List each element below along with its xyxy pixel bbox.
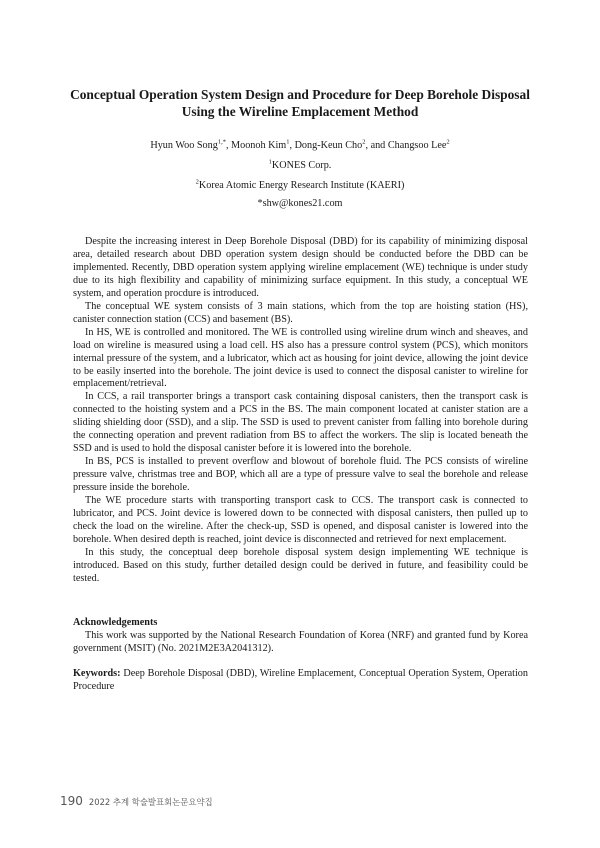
corresponding-email: *shw@kones21.com [257, 198, 343, 209]
author-name: Dong-Keun Cho [294, 140, 363, 151]
abstract-paragraph: In BS, PCS is installed to prevent overflow and blowout of borehole fluid. The PCS consists of wireline pressure valve, christmas tree and BOP, which all are a type of pressure valve to seal the borehole and release pressure inside the borehole. [73, 456, 528, 494]
page-footer [60, 790, 213, 809]
abstract-paragraph: In HS, WE is controlled and monitored. The WE is controlled using wireline drum winch and sheaves, and load on wireline is measured using a load cell. HS also has a pressure control system (PCS), which monitors internal pressure of the system, and a lubricator, which act as housing for joint device, allowing the joint device to be easily inserted into the borehole. The joint device is used to connect the disposal canister to wireline for emplacement/retrieval. [73, 326, 528, 390]
author-affiliation-mark: 1,* [217, 138, 226, 146]
keywords-section [73, 667, 528, 694]
title-line-1: Conceptual Operation System Design and Procedure for Deep Borehole Disposal [70, 87, 530, 102]
abstract-paragraph: Despite the increasing interest in Deep Borehole Disposal (DBD) for its capability of minimizing disposal area, detailed research about DBD operation system design should be conducted before the DBD can be implemented. Recently, DBD operation system applying wireline emplacement (WE) technique is under study due to its high flexibility and capability of minimizing surface equipment. In this study, a conceptual WE system, and operation procdure is introduced. [73, 236, 528, 299]
keywords-text: Deep Borehole Disposal (DBD), Wireline Emplacement, Conceptual Operation System, Operation Procedure [73, 668, 528, 693]
acknowledgements-body: This work was supported by the National Research Foundation of Korea (NRF) and granted fund by Korea government (MSIT) (No. 2021M2E3A2041312). [73, 630, 528, 654]
affiliation-1 [40, 160, 560, 171]
author-affiliation-mark: 2 [446, 138, 450, 146]
abstract-paragraph: The WE procedure starts with transporting transport cask to CCS. The transport cask is connected to lubricator, and PCS. Joint device is lowered down to be connected with disposal canisters, then pulled up to check the load on the wireline. After the check-up, SSD is opened, and disposal canister is lowered into the borehole. When desired depth is reached, joint device is disconnected and retrieved for next emplacement. [73, 495, 528, 545]
author-name: Moonoh Kim [231, 140, 287, 151]
author-affiliation-mark: 1 [286, 138, 290, 146]
author-name: Hyun Woo Song [150, 140, 218, 151]
abstract-body [73, 236, 528, 586]
page-number: 190 [60, 794, 83, 808]
abstract-paragraph: The conceptual WE system consists of 3 main stations, which from the top are hoisting station (HS), canister connection station (CCS) and basement (BS). [73, 300, 528, 325]
paper-title [40, 86, 560, 120]
affiliation-2 [40, 180, 560, 191]
author-name: Changsoo Lee [387, 140, 447, 151]
acknowledgements-heading: Acknowledgements [73, 617, 158, 628]
proceedings-name: 2022 추계 학술발표회논문요약집 [88, 797, 213, 807]
affiliation-text: KONES Corp. [271, 160, 332, 171]
keywords-label: Keywords: [73, 668, 121, 679]
title-line-2: Using the Wireline Emplacement Method [181, 104, 419, 119]
abstract-paragraph: In this study, the conceptual deep borehole disposal system design implementing WE technique is introduced. Based on this study, further detailed design could be derived in future, and feasibility could be tested. [73, 546, 528, 584]
affiliation-mark: 1 [268, 158, 272, 166]
author-affiliation-mark: 2 [362, 138, 366, 146]
author-list: Hyun Woo Song$^{1,*}$, Moonoh Kim$^1$, Dong-Keun Cho$^2$, and Changsoo Lee$^2$ [150, 138, 450, 151]
abstract-paragraph: In CCS, a rail transporter brings a transport cask containing disposal canisters, then the transport cask is connected to the hoisting system and a PCS in the BS. The main component located at canister station are a sliding shielding door (SSD), and a slip. The SSD is used to prevent canister from falling into borehole during the connecting operation and prevent radiation from BS to affect the workers. The slip is located beneath the SSD and is used to hold the disposal canister before it is lowered into the borehole. [73, 391, 528, 455]
affiliation-text: Korea Atomic Energy Research Institute (KAERI) [198, 180, 405, 191]
affiliation-mark: 2 [195, 178, 199, 186]
